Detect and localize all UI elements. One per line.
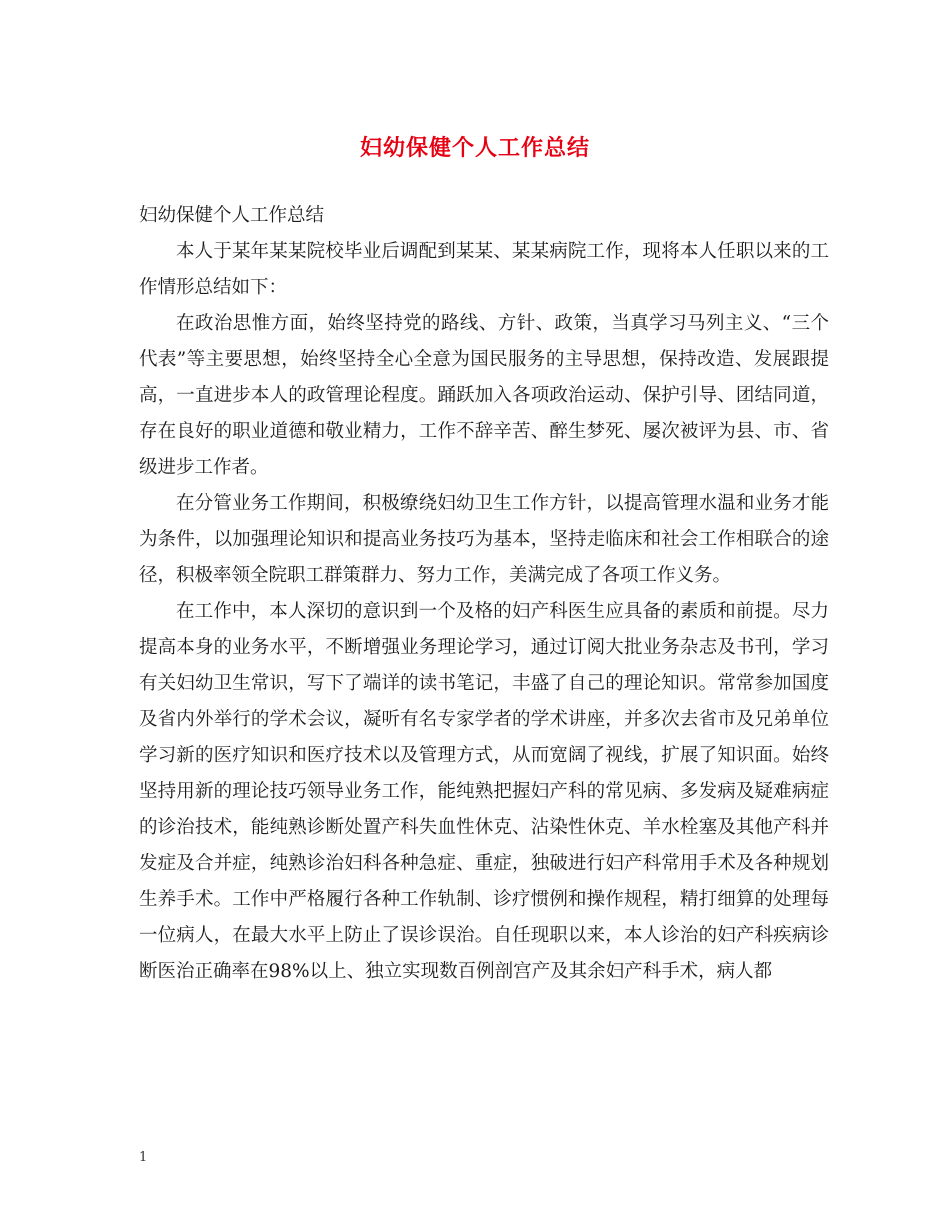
paragraph-professional: 在工作中，本人深切的意识到一个及格的妇产科医生应具备的素质和前提。尽力提高本身的业务水平，不断增强业务理论学习，通过订阅大批业务杂志及书刊，学习有关妇幼卫生常识，写下了端详的读书笔记，丰盛了自己的理论知识。常常参加国度及省内外举行的学术会议，凝听有名专家学者的学术讲座，并多次去省市及兄弟单位学习新的医疗知识和医疗技术以及管理方式，从而宽阔了视线，扩展了知识面。始终坚持用新的理论技巧领导业务工作，能纯熟把握妇产科的常见病、多发病及疑难病症的诊治技术，能纯熟诊断处置产科失血性休克、沾染性休克、羊水栓塞及其他产科并发症及合并症，纯熟诊治妇科各种急症、重症，独破进行妇产科常用手术及各种规划生养手术。工作中严格履行各种工作轨制、诊疗惯例和操作规程，精打细算的处理每一位病人，在最大水平上防止了误诊误治。自任现职以来，本人诊治的妇产科疾病诊断医治正确率在98%以上、独立实现数百例剖宫产及其余妇产科手术，病人都 [139, 601, 829, 982]
paragraph-management: 在分管业务工作期间，积极缭绕妇幼卫生工作方针，以提高管理水温和业务才能为条件，以加强理论知识和提高业务技巧为基本，坚持走临床和社会工作相联合的途径，积极率领全院职工群策群力、努力工作，美满完成了各项工作义务。 [139, 493, 829, 586]
paragraph-intro: 本人于某年某某院校毕业后调配到某某、某某病院工作，现将本人任职以来的工作情形总结如下： [139, 241, 829, 298]
document-subtitle: 妇幼保健个人工作总结 [139, 205, 325, 226]
document-title: 妇幼保健个人工作总结 [359, 135, 590, 161]
paragraph-political: 在政治思惟方面，始终坚持党的路线、方针、政策，当真学习马列主义、“三个代表”等主要思想，始终坚持全心全意为国民服务的主导思想，保持改造、发展跟提高，一直进步本人的政管理论程度。踊跃加入各项政治运动、保护引导、团结同道，存在良好的职业道德和敬业精力，工作不辞辛苦、醉生梦死、屡次被评为县、市、省级进步工作者。 [139, 313, 829, 478]
page-number: 1 [139, 1150, 148, 1165]
document-body [139, 198, 829, 990]
